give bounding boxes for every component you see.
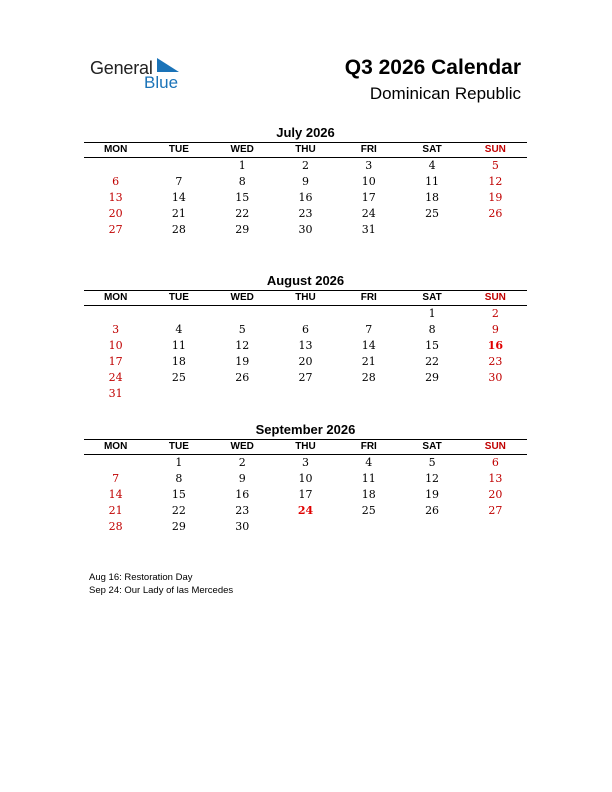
day-cell: 20 xyxy=(298,355,313,368)
day-cell: 26 xyxy=(235,371,250,384)
weekday-wed: WED xyxy=(230,144,254,155)
weekday-mon: MON xyxy=(103,441,128,452)
day-cell: 23 xyxy=(298,207,313,220)
day-cell: 14 xyxy=(361,339,376,352)
week-rows xyxy=(84,306,527,402)
holiday-note: Sep 24: Our Lady of las Mercedes xyxy=(89,585,234,596)
day-cell: 1 xyxy=(175,456,183,469)
day-cell: 10 xyxy=(361,175,376,188)
day-cell: 13 xyxy=(108,191,123,204)
day-cell: 4 xyxy=(365,456,373,469)
weekday-fri: FRI xyxy=(360,441,377,452)
day-cell: 12 xyxy=(235,339,250,352)
day-cell: 14 xyxy=(108,488,123,501)
holiday-notes xyxy=(89,571,233,597)
day-cell: 7 xyxy=(175,175,183,188)
day-cell xyxy=(274,386,337,402)
month-july xyxy=(84,124,527,238)
day-cell: 30 xyxy=(298,223,313,236)
day-cell xyxy=(274,519,337,535)
day-cell: 7 xyxy=(112,472,120,485)
weekday-sun: SUN xyxy=(484,441,506,452)
day-cell: 3 xyxy=(112,323,120,336)
day-cell: 20 xyxy=(488,488,503,501)
week-row xyxy=(84,222,527,238)
weekday-wed: WED xyxy=(230,292,254,303)
day-cell: 18 xyxy=(361,488,376,501)
day-cell xyxy=(337,386,400,402)
day-cell xyxy=(464,386,527,402)
day-cell: 15 xyxy=(425,339,440,352)
day-cell: 17 xyxy=(298,488,313,501)
logo xyxy=(90,58,200,94)
day-cell: 24 xyxy=(108,371,123,384)
week-row xyxy=(84,503,527,519)
day-cell: 3 xyxy=(365,159,373,172)
weekday-sat: SAT xyxy=(422,292,442,303)
day-cell: 2 xyxy=(491,307,499,320)
day-cell: 31 xyxy=(108,387,123,400)
month-title: September 2026 xyxy=(255,422,356,437)
day-cell: 15 xyxy=(235,191,250,204)
day-cell: 29 xyxy=(235,223,250,236)
day-cell: 11 xyxy=(171,339,186,352)
day-cell: 26 xyxy=(425,504,440,517)
day-cell xyxy=(84,158,147,174)
day-cell: 29 xyxy=(171,520,186,533)
day-cell xyxy=(211,306,274,322)
day-cell: 4 xyxy=(175,323,183,336)
logo-text-general: General xyxy=(90,58,153,78)
month-title: July 2026 xyxy=(276,125,335,140)
day-cell: 11 xyxy=(425,175,440,188)
day-cell: 20 xyxy=(108,207,123,220)
day-cell: 14 xyxy=(171,191,186,204)
day-cell: 9 xyxy=(301,175,309,188)
day-cell: 24 xyxy=(297,504,314,517)
day-cell: 23 xyxy=(235,504,250,517)
weekday-sun: SUN xyxy=(484,144,506,155)
day-cell: 24 xyxy=(361,207,376,220)
day-cell: 4 xyxy=(428,159,436,172)
logo-triangle-icon xyxy=(157,58,179,72)
day-cell xyxy=(337,519,400,535)
day-cell: 12 xyxy=(425,472,440,485)
logo-text-blue: Blue xyxy=(144,73,179,92)
week-row xyxy=(84,386,527,402)
day-cell: 9 xyxy=(491,323,499,336)
day-cell xyxy=(274,306,337,322)
day-cell xyxy=(84,455,147,471)
week-rows xyxy=(84,158,527,238)
day-cell: 9 xyxy=(238,472,246,485)
weekday-mon: MON xyxy=(103,144,128,155)
week-row xyxy=(84,158,527,174)
weekday-wed: WED xyxy=(230,441,254,452)
week-row xyxy=(84,519,527,535)
day-cell: 25 xyxy=(361,504,376,517)
weekday-tue: TUE xyxy=(168,292,189,303)
day-cell: 12 xyxy=(488,175,503,188)
day-cell xyxy=(211,386,274,402)
weekday-fri: FRI xyxy=(360,144,377,155)
day-cell: 18 xyxy=(425,191,440,204)
day-cell xyxy=(147,386,210,402)
weekday-tue: TUE xyxy=(168,144,189,155)
day-cell: 16 xyxy=(235,488,250,501)
day-cell: 1 xyxy=(428,307,436,320)
day-cell: 6 xyxy=(301,323,309,336)
day-cell: 30 xyxy=(235,520,250,533)
day-cell: 3 xyxy=(301,456,309,469)
day-cell: 8 xyxy=(238,175,246,188)
day-cell: 31 xyxy=(361,223,376,236)
weekday-header xyxy=(84,143,527,157)
week-row xyxy=(84,206,527,222)
day-cell: 5 xyxy=(428,456,436,469)
weekday-thu: THU xyxy=(295,144,316,155)
day-cell: 28 xyxy=(171,223,186,236)
day-cell: 22 xyxy=(425,355,440,368)
day-cell: 16 xyxy=(487,339,503,352)
day-cell: 10 xyxy=(108,339,123,352)
week-row xyxy=(84,338,527,354)
weekday-sat: SAT xyxy=(422,144,442,155)
day-cell: 19 xyxy=(488,191,503,204)
day-cell: 21 xyxy=(171,207,186,220)
day-cell: 25 xyxy=(171,371,186,384)
day-cell: 2 xyxy=(301,159,309,172)
day-cell: 8 xyxy=(428,323,436,336)
day-cell xyxy=(400,386,463,402)
weekday-header xyxy=(84,291,527,305)
week-row xyxy=(84,455,527,471)
day-cell: 26 xyxy=(488,207,503,220)
day-cell: 8 xyxy=(175,472,183,485)
day-cell xyxy=(400,222,463,238)
month-title: August 2026 xyxy=(266,273,345,288)
day-cell: 15 xyxy=(171,488,186,501)
week-row xyxy=(84,471,527,487)
day-cell: 18 xyxy=(171,355,186,368)
day-cell: 1 xyxy=(238,159,246,172)
month-september xyxy=(84,421,527,535)
week-row xyxy=(84,322,527,338)
month-august xyxy=(84,272,527,402)
country-subtitle: Dominican Republic xyxy=(369,84,521,103)
week-row xyxy=(84,174,527,190)
day-cell: 27 xyxy=(108,223,123,236)
weekday-header xyxy=(84,440,527,454)
day-cell: 5 xyxy=(491,159,499,172)
day-cell: 28 xyxy=(108,520,123,533)
day-cell: 27 xyxy=(298,371,313,384)
day-cell: 21 xyxy=(108,504,123,517)
day-cell: 6 xyxy=(491,456,499,469)
day-cell: 7 xyxy=(365,323,373,336)
day-cell: 2 xyxy=(238,456,246,469)
weekday-mon: MON xyxy=(103,292,128,303)
day-cell: 13 xyxy=(298,339,313,352)
day-cell: 17 xyxy=(108,355,123,368)
weekday-thu: THU xyxy=(295,441,316,452)
day-cell: 13 xyxy=(488,472,503,485)
day-cell: 10 xyxy=(298,472,313,485)
day-cell: 27 xyxy=(488,504,503,517)
week-row xyxy=(84,190,527,206)
weekday-tue: TUE xyxy=(168,441,189,452)
day-cell: 28 xyxy=(361,371,376,384)
weekday-sat: SAT xyxy=(422,441,442,452)
day-cell xyxy=(84,306,147,322)
day-cell: 23 xyxy=(488,355,503,368)
week-rows xyxy=(84,455,527,535)
day-cell xyxy=(147,306,210,322)
day-cell: 21 xyxy=(361,355,376,368)
day-cell xyxy=(147,158,210,174)
day-cell xyxy=(464,222,527,238)
weekday-fri: FRI xyxy=(360,292,377,303)
weekday-thu: THU xyxy=(295,292,316,303)
week-row xyxy=(84,306,527,322)
day-cell: 30 xyxy=(488,371,503,384)
page-title: Q3 2026 Calendar xyxy=(344,56,521,79)
day-cell: 19 xyxy=(425,488,440,501)
weekday-sun: SUN xyxy=(484,292,506,303)
day-cell: 11 xyxy=(361,472,376,485)
day-cell: 29 xyxy=(425,371,440,384)
day-cell: 22 xyxy=(171,504,186,517)
day-cell: 16 xyxy=(298,191,313,204)
day-cell xyxy=(337,306,400,322)
week-row xyxy=(84,354,527,370)
day-cell: 5 xyxy=(238,323,246,336)
day-cell: 19 xyxy=(235,355,250,368)
day-cell xyxy=(464,519,527,535)
holiday-note: Aug 16: Restoration Day xyxy=(89,572,193,583)
day-cell: 25 xyxy=(425,207,440,220)
week-row xyxy=(84,487,527,503)
day-cell: 17 xyxy=(361,191,376,204)
week-row xyxy=(84,370,527,386)
day-cell: 6 xyxy=(112,175,120,188)
day-cell xyxy=(400,519,463,535)
day-cell: 22 xyxy=(235,207,250,220)
